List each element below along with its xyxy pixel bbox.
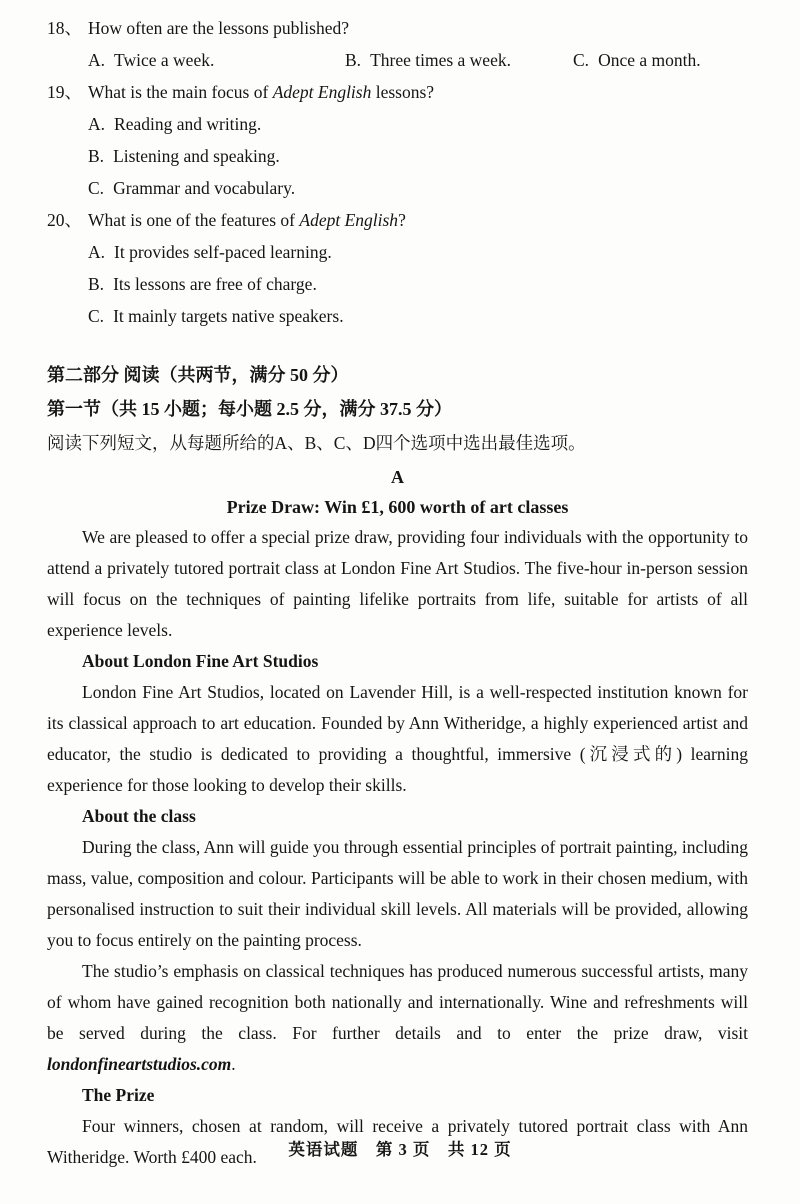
option-b <box>345 44 573 76</box>
reading-instructions: 阅读下列短文，从每题所给的A、B、C、D四个选项中选出最佳选项。 <box>47 433 586 453</box>
options-row <box>47 44 748 76</box>
course-name-italic: Adept English <box>299 210 399 230</box>
option-text: Once a month. <box>598 50 701 70</box>
option-text: Its lessons are free of charge. <box>113 274 317 294</box>
option-label: C. <box>88 306 105 326</box>
passage-label: A <box>391 467 404 487</box>
option-a <box>88 44 345 76</box>
option-text: Reading and writing. <box>114 114 262 134</box>
section-one-header: 第一节（共 15 小题；每小题 2.5 分，满分 37.5 分） <box>47 399 452 419</box>
option-a <box>47 236 748 268</box>
option-b <box>47 140 748 172</box>
passage-paragraph-4 <box>47 956 748 1080</box>
question-line <box>47 12 748 44</box>
course-name-italic: Adept English <box>272 82 372 102</box>
option-label: B. <box>345 50 362 70</box>
passage-heading-studios: About London Fine Art Studios <box>82 651 319 671</box>
question-text-before: What is one of the features of <box>88 210 300 230</box>
question-text <box>88 204 748 236</box>
question-text <box>88 76 748 108</box>
question-text: How often are the lessons published? <box>88 18 349 38</box>
passage-paragraph-1: We are pleased to offer a special prize draw, providing four individuals with the opportunity to attend a privately tutored portrait class at London Fine Art Studios. The five-hour in-person session will focus on the techniques of painting lifelike portraits from life, suitable for artists of all experience levels. <box>47 527 748 640</box>
option-a <box>47 108 748 140</box>
passage-title: Prize Draw: Win £1, 600 worth of art classes <box>226 497 569 517</box>
studio-website-text: londonfineartstudios.com <box>47 1054 232 1074</box>
question-18 <box>47 12 748 76</box>
option-text: Three times a week. <box>370 50 511 70</box>
option-label: C. <box>573 50 590 70</box>
question-line <box>47 76 748 108</box>
option-text: Listening and speaking. <box>113 146 280 166</box>
option-text: Twice a week. <box>114 50 215 70</box>
question-text-after: lessons? <box>371 82 435 102</box>
option-label: A. <box>88 114 106 134</box>
passage-paragraph-2: London Fine Art Studios, located on Lavender Hill, is a well-respected institution known for its classical approach to art education. Founded by Ann Witheridge, a highly experienced artist and educator, the studio is dedicated to providing a thoughtful, immersive (沉浸式的) learning experience for those looking to develop their skills. <box>47 682 748 795</box>
passage-paragraph-3: During the class, Ann will guide you through essential principles of portrait painting, including mass, value, composition and colour. Participants will be able to work in their chosen medium, with personalised instruction to suit their individual skill levels. All materials will be provided, allowing you to focus entirely on the painting process. <box>47 837 748 950</box>
option-text: It mainly targets native speakers. <box>113 306 344 326</box>
option-text: Grammar and vocabulary. <box>113 178 296 198</box>
option-label: A. <box>88 50 106 70</box>
option-label: C. <box>88 178 105 198</box>
option-label: B. <box>88 146 105 166</box>
question-19 <box>47 76 748 204</box>
option-c <box>573 44 701 76</box>
question-number: 19、 <box>47 82 82 102</box>
question-text-before: What is the main focus of <box>88 82 273 102</box>
question-text-after: ? <box>398 210 406 230</box>
question-20 <box>47 204 748 332</box>
page-footer: 英语试题 第 3 页 共 12 页 <box>288 1140 512 1159</box>
option-c <box>47 172 748 204</box>
passage-heading-class: About the class <box>82 806 196 826</box>
option-b <box>47 268 748 300</box>
paragraph-text: The studio’s emphasis on classical techniques has produced numerous successful artists, many of whom have gained recognition both nationally and internationally. Wine and refreshments will be served during the class. For further details and to enter the prize draw, visit <box>47 961 748 1043</box>
passage-heading-prize: The Prize <box>82 1085 155 1105</box>
part-two-header: 第二部分 阅读（共两节，满分 50 分） <box>47 365 349 385</box>
option-label: A. <box>88 242 106 262</box>
question-number: 18、 <box>47 18 82 38</box>
option-label: B. <box>88 274 105 294</box>
passage-paragraph-5: Four winners, chosen at random, will receive a privately tutored portrait class with Ann Witheridge. Worth £400 each. <box>47 1116 748 1167</box>
option-text: It provides self-paced learning. <box>114 242 332 262</box>
paragraph-text-end: . <box>231 1054 236 1074</box>
question-number: 20、 <box>47 210 82 230</box>
option-c <box>47 300 748 332</box>
question-line <box>47 204 748 236</box>
